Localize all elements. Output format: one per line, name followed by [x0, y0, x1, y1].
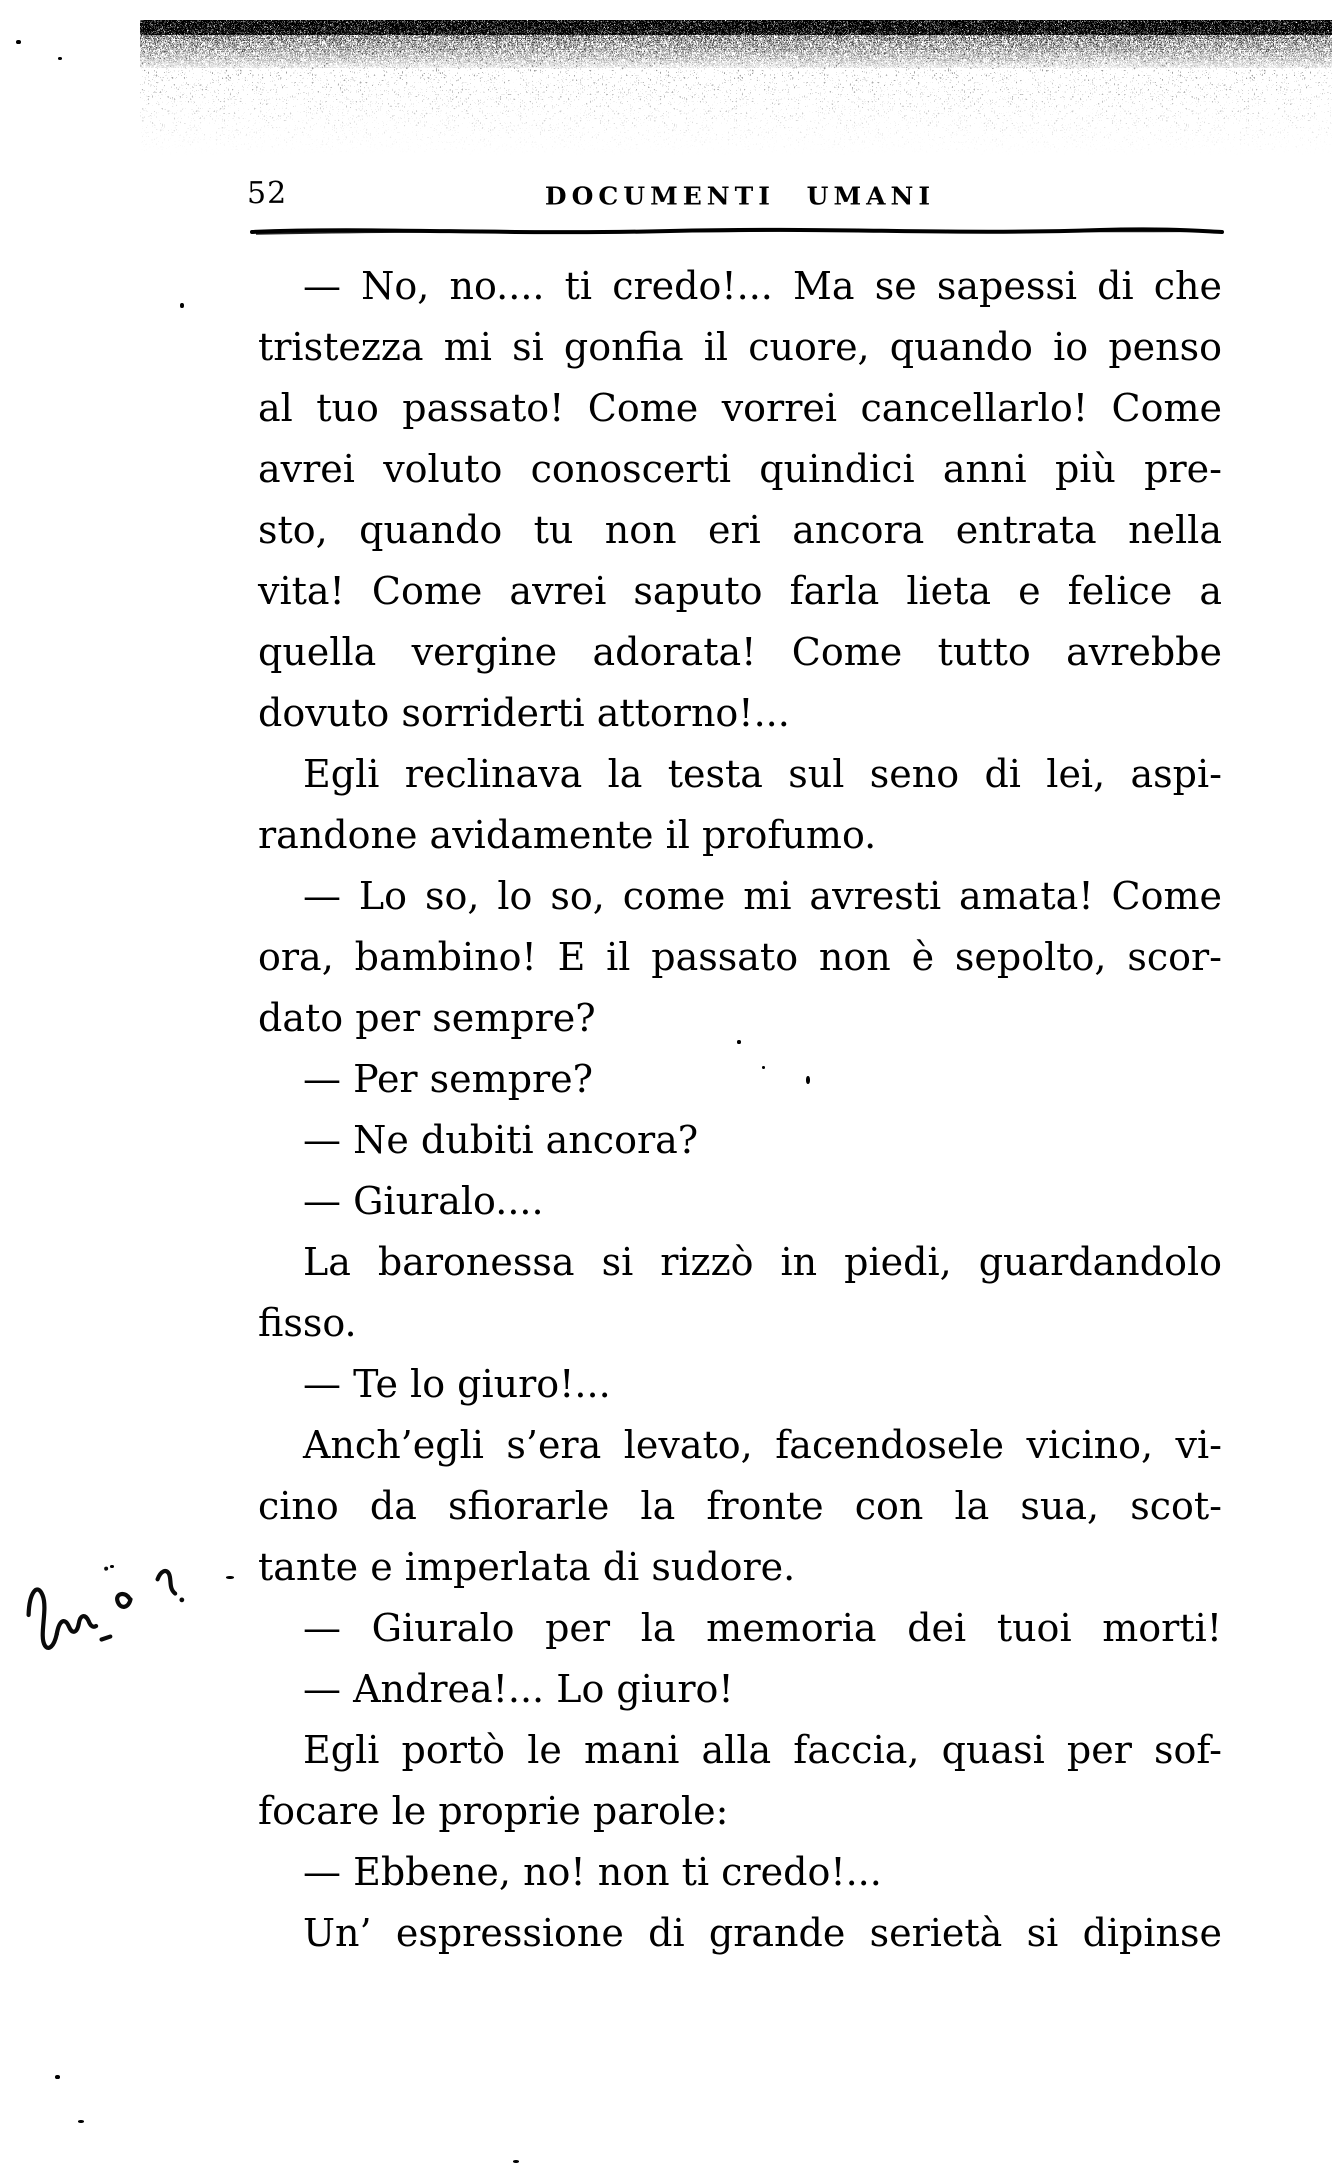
text-line: randone avidamente il profumo.	[258, 813, 877, 857]
text-line: fisso.	[258, 1301, 357, 1345]
body-text	[258, 256, 1222, 1964]
text-line: Anch’egli s’era levato, facendosele vicino, vi-	[303, 1423, 1222, 1467]
text-line: avrei voluto conoscerti quindici anni più pre-	[258, 447, 1222, 491]
scan-speck	[78, 2120, 84, 2123]
text-line: — Per sempre?	[303, 1057, 594, 1101]
scan-speck	[110, 1565, 114, 1568]
text-line: dovuto sorriderti attorno!...	[258, 691, 790, 735]
scan-speck	[55, 2075, 60, 2079]
text-line: tristezza mi si gonfia il cuore, quando io penso	[258, 325, 1222, 369]
text-line: vita! Come avrei saputo farla lieta e felice a	[258, 569, 1222, 613]
text-line: Un’ espressione di grande serietà si dipinse	[303, 1911, 1222, 1955]
text-line: sto, quando tu non eri ancora entrata nella	[258, 508, 1222, 552]
scan-speck	[806, 1076, 810, 1084]
scan-speck	[180, 303, 184, 308]
text-line: La baronessa si rizzò in piedi, guardandolo	[303, 1240, 1222, 1284]
text-line: — Andrea!... Lo giuro!	[303, 1667, 734, 1711]
scan-speck	[58, 57, 62, 60]
text-line: al tuo passato! Come vorrei cancellarlo! Come	[258, 386, 1222, 430]
text-line: — Lo so, lo so, come mi avresti amata! Come	[303, 874, 1222, 918]
scan-speck	[737, 1040, 741, 1044]
scan-noise-band	[140, 20, 1332, 155]
text-line: Egli reclinava la testa sul seno di lei, aspi-	[303, 752, 1222, 796]
text-line: Egli portò le mani alla faccia, quasi per sof-	[303, 1728, 1222, 1772]
text-line: dato per sempre?	[258, 996, 596, 1040]
text-line: tante e imperlata di sudore.	[258, 1545, 796, 1589]
text-line: — No, no.... ti credo!... Ma se sapessi di che	[303, 264, 1222, 308]
text-line: — Ebbene, no! non ti credo!...	[303, 1850, 882, 1894]
pencil-scribble-marginalia	[15, 1555, 200, 1673]
text-line: — Giuralo....	[303, 1179, 544, 1223]
text-line: — Giuralo per la memoria dei tuoi morti!	[303, 1606, 1222, 1650]
text-line: cino da sfiorarle la fronte con la sua, scot-	[258, 1484, 1222, 1528]
scan-speck	[226, 1576, 234, 1579]
text-line: focare le proprie parole:	[258, 1789, 729, 1833]
text-line: — Te lo giuro!...	[303, 1362, 611, 1406]
scan-speck	[513, 2160, 519, 2163]
text-line: ora, bambino! E il passato non è sepolto, scor-	[258, 935, 1222, 979]
page-number: 52	[247, 176, 288, 211]
scan-speck	[16, 40, 21, 44]
scan-speck	[762, 1066, 765, 1069]
header-rule	[250, 224, 1224, 240]
text-line: — Ne dubiti ancora?	[303, 1118, 699, 1162]
running-title: DOCUMENTI UMANI	[544, 182, 936, 211]
text-line: quella vergine adorata! Come tutto avrebbe	[258, 630, 1222, 674]
